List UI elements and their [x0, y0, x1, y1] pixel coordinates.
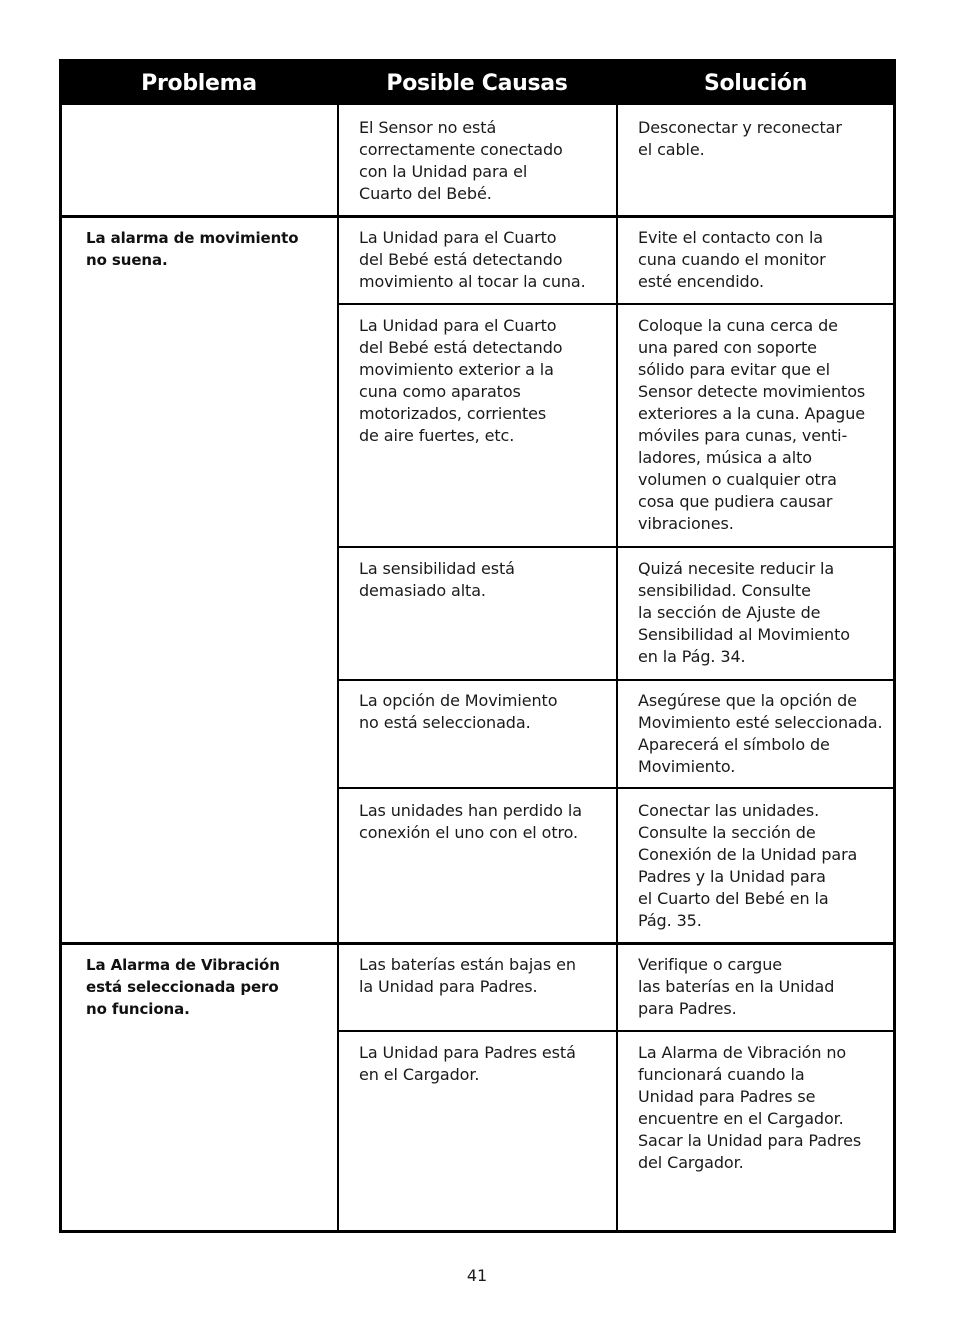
row-6-solucion: Conectar las unidades. Consulte la sección de Conexión de la Unidad para Padres y la Unidad para el Cuarto del Bebé en la Pág. 35. [638, 801, 858, 930]
row-7-causa: Las baterías están bajas en la Unidad para Padres. [359, 955, 576, 996]
group-divider [62, 215, 893, 218]
header-causas: Posible Causas [386, 71, 568, 96]
row-divider [337, 787, 893, 789]
row-2-problema: La alarma de movimiento no suena. [86, 229, 299, 269]
table-header [62, 62, 893, 105]
row-8-solucion: La Alarma de Vibración no funcionará cuando la Unidad para Padres se encuentre en el Cargador. Sacar la Unidad para Padres del Cargador. [638, 1043, 862, 1172]
row-3-solucion: Coloque la cuna cerca de una pared con soporte sólido para evitar que el Sensor detecte movimientos exteriores a la cuna. Apague móviles para cunas, venti- ladores, música a alto volumen o cualquier otra cosa que pudiera causar vibraciones. [638, 316, 866, 533]
page-number: 41 [466, 1266, 488, 1285]
column-divider [337, 105, 339, 1233]
row-5-causa: La opción de Movimiento no está seleccionada. [359, 691, 558, 732]
row-5-solucion: Asegúrese que la opción de Movimiento esté seleccionada. Aparecerá el símbolo de Movimiento. [638, 691, 883, 776]
row-4-causa: La sensibilidad está demasiado alta. [359, 559, 515, 600]
row-divider [337, 303, 893, 305]
row-4-solucion: Quizá necesite reducir la sensibilidad. Consulte la sección de Ajuste de Sensibilidad al Movimiento en la Pág. 34. [638, 559, 850, 666]
row-7-problema: La Alarma de Vibración está seleccionada pero no funciona. [86, 956, 280, 1018]
row-2-causa: La Unidad para el Cuarto del Bebé está detectando movimiento al tocar la cuna. [359, 228, 586, 291]
header-solucion: Solución [703, 71, 808, 96]
row-2-solucion: Evite el contacto con la cuna cuando el monitor esté encendido. [638, 228, 826, 291]
row-divider [337, 1030, 893, 1032]
row-1-solucion: Desconectar y reconectar el cable. [638, 118, 842, 159]
group-divider [62, 942, 893, 945]
column-divider [616, 105, 618, 1233]
row-7-solucion: Verifique o cargue las baterías en la Unidad para Padres. [638, 955, 835, 1018]
row-divider [337, 546, 893, 548]
header-problema: Problema [141, 71, 257, 96]
row-1-causa: El Sensor no está correctamente conectado con la Unidad para el Cuarto del Bebé. [359, 118, 563, 203]
row-3-causa: La Unidad para el Cuarto del Bebé está detectando movimiento exterior a la cuna como aparatos motorizados, corrientes de aire fuertes, etc. [359, 316, 563, 445]
row-8-causa: La Unidad para Padres está en el Cargador. [359, 1043, 576, 1084]
troubleshooting-table [59, 59, 896, 1233]
row-divider [337, 679, 893, 681]
row-6-causa: Las unidades han perdido la conexión el uno con el otro. [359, 801, 582, 842]
